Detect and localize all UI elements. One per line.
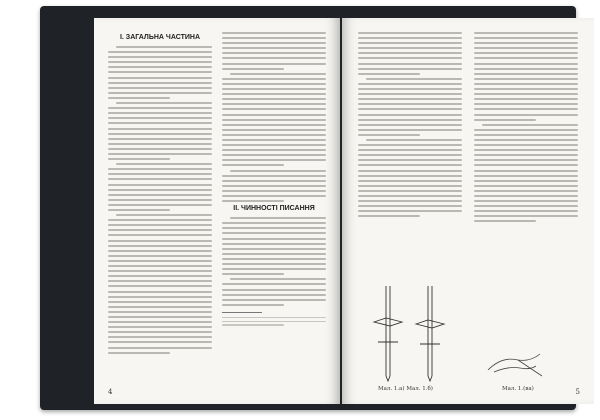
text-line	[474, 88, 578, 90]
text-line	[474, 98, 578, 100]
text-line	[108, 250, 212, 252]
text-line	[116, 163, 212, 165]
text-line	[108, 158, 170, 160]
text-line	[358, 68, 462, 70]
text-line	[108, 280, 212, 282]
text-line	[474, 159, 578, 161]
text-line	[108, 209, 170, 211]
text-line	[222, 154, 326, 156]
text-line	[108, 138, 212, 140]
writing-hand-illustration	[484, 348, 548, 378]
text-line	[108, 189, 212, 191]
text-line	[474, 195, 578, 197]
text-line	[222, 42, 326, 44]
text-line	[474, 83, 578, 85]
text-line	[482, 124, 578, 126]
text-line	[222, 232, 326, 234]
text-line	[222, 139, 326, 141]
pen-holders-illustration	[364, 280, 456, 382]
text-line	[222, 159, 326, 161]
text-line	[358, 114, 462, 116]
text-line	[222, 273, 284, 275]
text-line	[222, 304, 284, 306]
text-line	[108, 112, 212, 114]
text-line	[108, 224, 212, 226]
text-line	[108, 234, 212, 236]
text-line	[358, 195, 462, 197]
text-line	[222, 114, 326, 116]
pen-grip-left	[374, 318, 402, 326]
text-line	[474, 205, 578, 207]
text-line	[222, 248, 326, 250]
text-line	[358, 154, 462, 156]
text-line	[108, 204, 212, 206]
text-line	[116, 102, 212, 104]
text-line	[222, 52, 326, 54]
text-line	[474, 215, 578, 217]
text-line	[222, 134, 326, 136]
text-line	[222, 93, 326, 95]
text-line	[474, 180, 578, 182]
text-line	[358, 149, 462, 151]
text-line	[474, 32, 578, 34]
text-line	[108, 275, 212, 277]
text-line	[108, 265, 212, 267]
text-line	[108, 341, 212, 343]
text-line	[222, 238, 326, 240]
text-line	[108, 153, 212, 155]
footnote-line	[222, 317, 326, 318]
text-line	[358, 200, 462, 202]
text-line	[358, 185, 462, 187]
text-line	[366, 139, 462, 141]
text-line	[222, 57, 326, 59]
left-page	[94, 18, 340, 404]
text-line	[358, 108, 462, 110]
text-line	[108, 87, 212, 89]
text-line	[222, 144, 326, 146]
text-line	[108, 255, 212, 257]
text-line	[108, 178, 212, 180]
text-line	[358, 129, 462, 131]
text-line	[222, 200, 284, 202]
text-line	[358, 93, 462, 95]
text-line	[222, 68, 284, 70]
text-line	[222, 227, 326, 229]
text-line	[474, 190, 578, 192]
text-line	[222, 190, 326, 192]
text-line	[358, 73, 420, 75]
text-line	[108, 347, 212, 349]
text-line	[222, 119, 326, 121]
text-line	[222, 88, 326, 90]
text-line	[474, 129, 578, 131]
right-page-column-1	[358, 32, 462, 220]
right-page	[342, 18, 594, 404]
text-line	[474, 47, 578, 49]
text-line	[222, 258, 326, 260]
text-line	[474, 149, 578, 151]
section-heading-writing: ІІ. ЧИННОСТІ ПИСАННЯ	[233, 205, 315, 213]
text-line	[108, 326, 212, 328]
text-line	[358, 52, 462, 54]
text-line	[222, 185, 326, 187]
text-line	[108, 71, 212, 73]
text-line	[358, 103, 462, 105]
text-line	[474, 185, 578, 187]
text-line	[474, 144, 578, 146]
text-line	[222, 180, 326, 182]
text-line	[474, 63, 578, 65]
text-line	[230, 217, 326, 219]
text-line	[222, 268, 326, 270]
left-page-column-1	[108, 32, 212, 357]
text-line	[358, 215, 420, 217]
text-line	[108, 219, 212, 221]
text-line	[222, 78, 326, 80]
text-line	[358, 32, 462, 34]
text-line	[222, 108, 326, 110]
text-line	[222, 283, 326, 285]
text-line	[108, 194, 212, 196]
text-line	[108, 128, 212, 130]
text-line	[474, 42, 578, 44]
text-line	[230, 278, 326, 280]
text-line	[222, 222, 326, 224]
text-line	[222, 299, 326, 301]
text-line	[358, 164, 462, 166]
text-line	[358, 180, 462, 182]
footnote-line	[222, 321, 326, 322]
text-line	[230, 170, 326, 172]
text-line	[108, 296, 212, 298]
text-line	[358, 63, 462, 65]
text-line	[108, 107, 212, 109]
text-line	[358, 83, 462, 85]
text-line	[474, 68, 578, 70]
text-line	[222, 195, 326, 197]
text-line	[222, 124, 326, 126]
text-line	[108, 56, 212, 58]
text-line	[222, 103, 326, 105]
text-line	[474, 73, 578, 75]
text-line	[358, 170, 462, 172]
text-line	[108, 199, 212, 201]
text-line	[222, 98, 326, 100]
text-line	[474, 57, 578, 59]
text-line	[108, 82, 212, 84]
right-page-column-2	[474, 32, 578, 226]
text-line	[108, 184, 212, 186]
text-line	[474, 37, 578, 39]
text-line	[108, 51, 212, 53]
text-line	[108, 133, 212, 135]
text-line	[108, 285, 212, 287]
text-line	[474, 119, 536, 121]
text-line	[108, 97, 170, 99]
open-book	[40, 6, 580, 410]
text-line	[222, 32, 326, 34]
text-line	[358, 37, 462, 39]
figure-writing-hand	[484, 348, 548, 378]
text-line	[474, 52, 578, 54]
text-line	[222, 63, 326, 65]
text-line	[108, 92, 212, 94]
text-line	[358, 210, 462, 212]
text-line	[474, 108, 578, 110]
figure-pen-holders	[364, 280, 456, 382]
text-line	[108, 260, 212, 262]
text-line	[222, 83, 326, 85]
text-line	[474, 164, 578, 166]
text-line	[358, 159, 462, 161]
page-number-left: 4	[108, 388, 113, 396]
text-line	[222, 164, 284, 166]
text-line	[474, 134, 578, 136]
text-line	[474, 175, 578, 177]
text-line	[474, 170, 578, 172]
text-line	[108, 168, 212, 170]
text-line	[474, 139, 578, 141]
text-line	[108, 66, 212, 68]
text-line	[108, 245, 212, 247]
page-number-right: 5	[575, 388, 580, 396]
text-line	[358, 88, 462, 90]
text-line	[108, 229, 212, 231]
figure-1-caption: Мал. 1.а) Мал. 1.б)	[378, 386, 433, 392]
text-line	[108, 331, 212, 333]
text-line	[358, 144, 462, 146]
text-line	[108, 306, 212, 308]
text-line	[366, 78, 462, 80]
footnote-divider	[222, 312, 262, 313]
text-line	[108, 311, 212, 313]
text-line	[358, 190, 462, 192]
text-line	[222, 253, 326, 255]
text-line	[222, 37, 326, 39]
text-line	[108, 117, 212, 119]
text-line	[358, 98, 462, 100]
text-line	[108, 122, 212, 124]
text-line	[222, 243, 326, 245]
text-line	[108, 173, 212, 175]
text-line	[358, 124, 462, 126]
left-page-column-2	[222, 32, 326, 328]
text-line	[474, 114, 578, 116]
text-line	[116, 46, 212, 48]
text-line	[222, 289, 326, 291]
text-line	[108, 316, 212, 318]
text-line	[222, 263, 326, 265]
text-line	[116, 214, 212, 216]
text-line	[358, 175, 462, 177]
figure-2-caption: Мал. 1.(ва)	[502, 386, 534, 392]
text-line	[222, 47, 326, 49]
text-line	[358, 205, 462, 207]
footnote-line	[222, 324, 284, 325]
text-line	[474, 154, 578, 156]
text-line	[474, 78, 578, 80]
text-line	[358, 42, 462, 44]
text-line	[222, 129, 326, 131]
text-line	[222, 294, 326, 296]
section-heading-general: І. ЗАГАЛЬНА ЧАСТИНА	[119, 34, 201, 41]
text-line	[222, 175, 326, 177]
text-line	[108, 143, 212, 145]
text-line	[108, 336, 212, 338]
text-line	[230, 73, 326, 75]
text-line	[108, 240, 212, 242]
text-line	[108, 77, 212, 79]
pen-grip-right	[416, 320, 444, 328]
text-line	[108, 148, 212, 150]
text-line	[108, 321, 212, 323]
text-line	[474, 103, 578, 105]
text-line	[474, 200, 578, 202]
text-line	[474, 210, 578, 212]
text-line	[474, 93, 578, 95]
text-line	[358, 57, 462, 59]
text-line	[108, 291, 212, 293]
text-line	[358, 47, 462, 49]
text-line	[108, 352, 170, 354]
text-line	[358, 134, 420, 136]
text-line	[474, 220, 536, 222]
text-line	[108, 301, 212, 303]
text-line	[222, 149, 326, 151]
text-line	[108, 270, 212, 272]
text-line	[358, 119, 462, 121]
text-line	[108, 61, 212, 63]
